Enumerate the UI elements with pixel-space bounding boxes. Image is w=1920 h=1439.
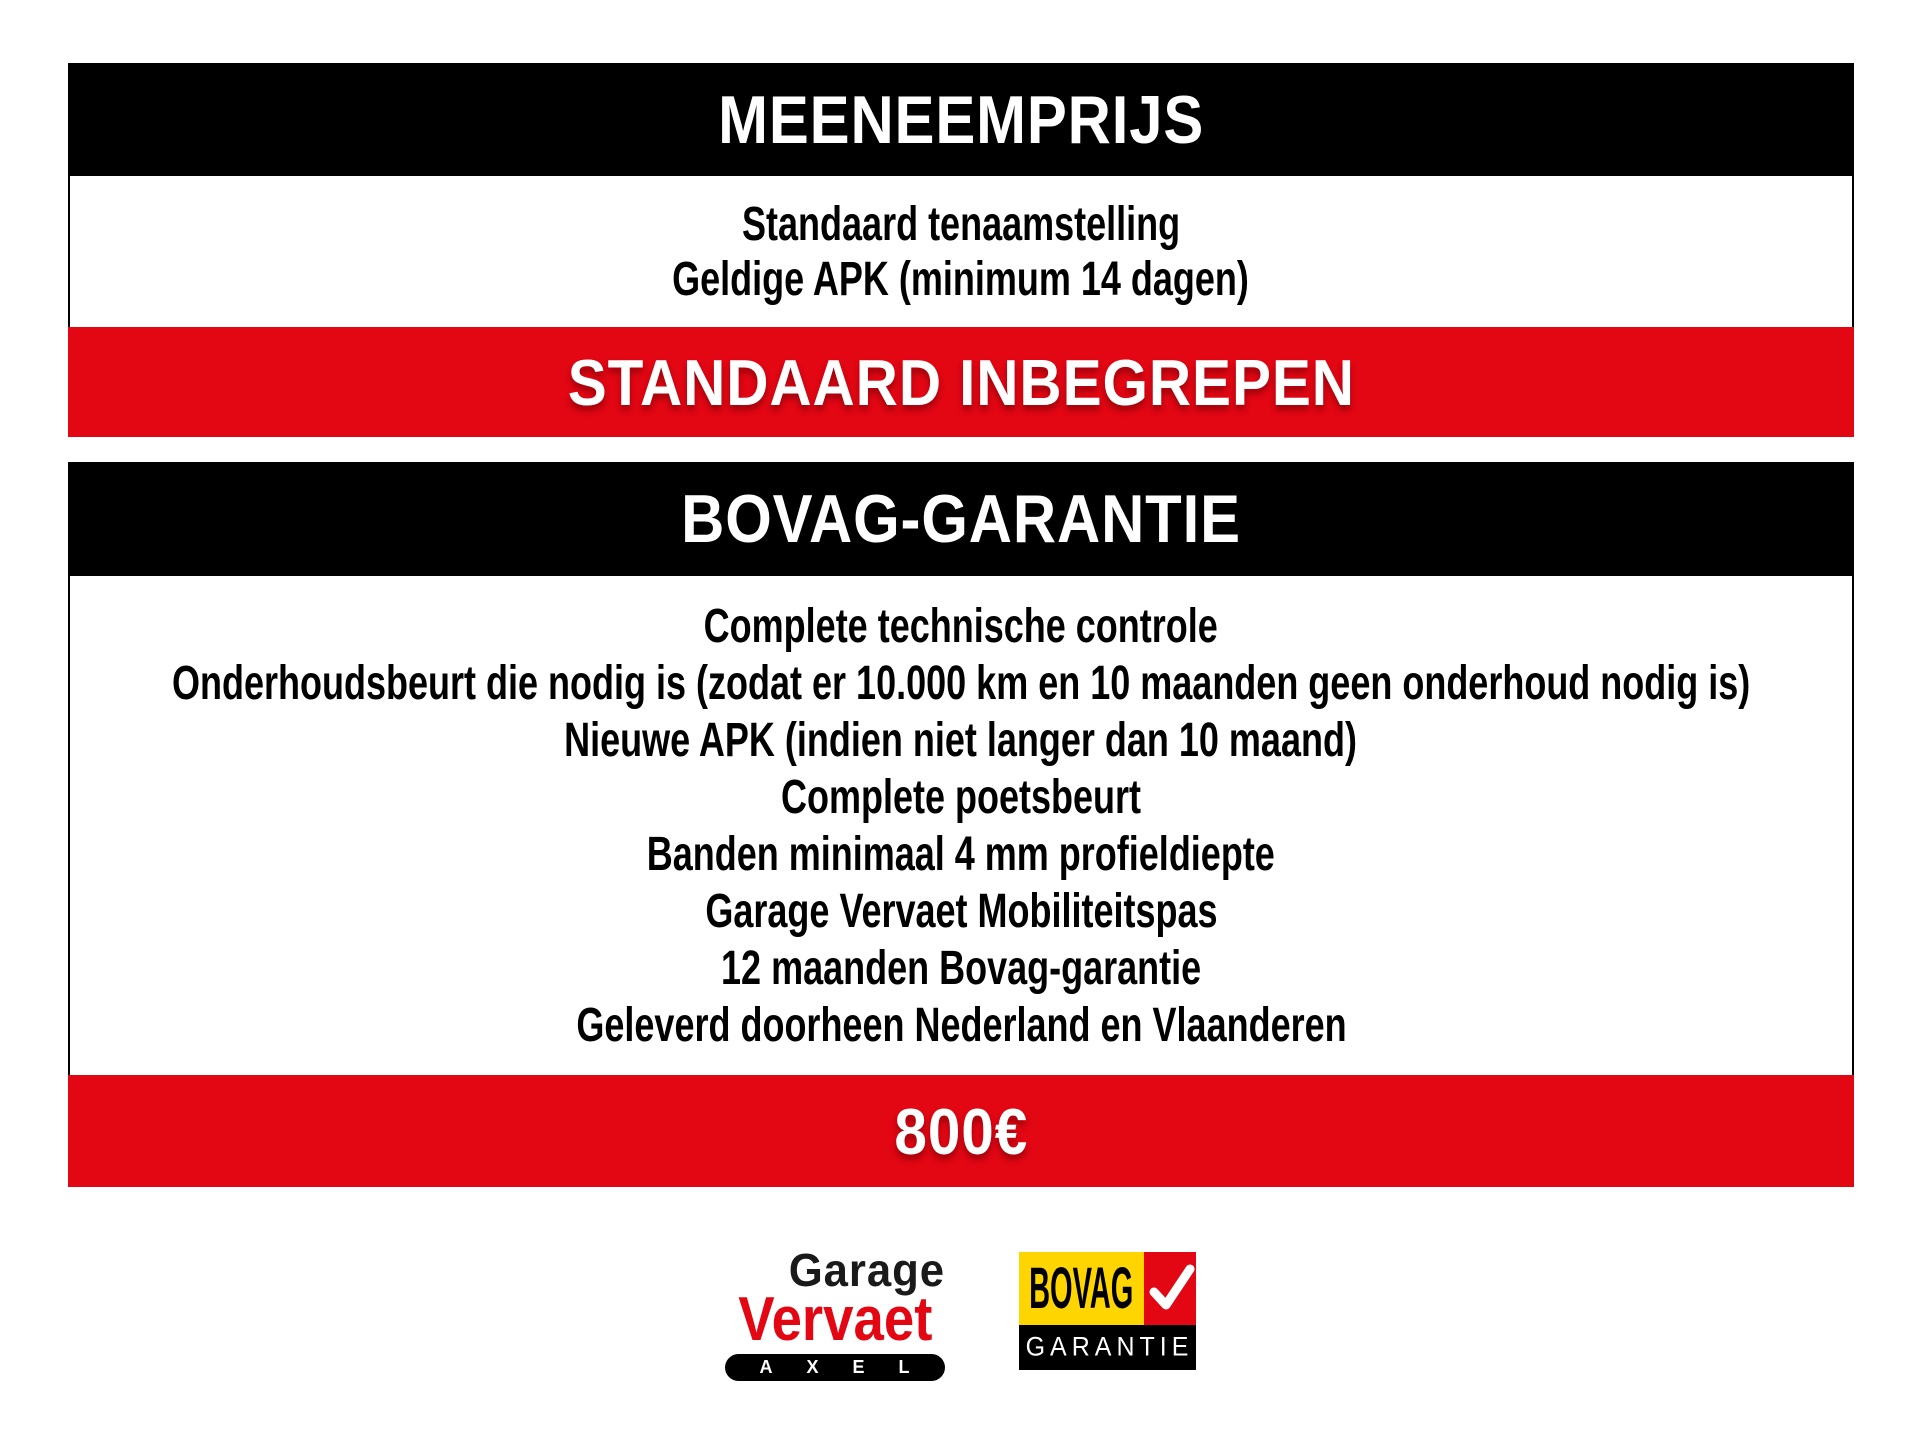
garage-vervaet-logo — [725, 1244, 945, 1381]
price-label: 800€ — [894, 1094, 1028, 1168]
condition-line: Standaard tenaamstelling — [741, 197, 1181, 251]
warranty-item: Onderhoudsbeurt die nodig is (zodat er 10.000 km en 10 maanden geen onderhoud nodig is) — [171, 656, 1751, 710]
bovag-garantie-logo — [1019, 1252, 1196, 1370]
garage-wordmark: Garage — [788, 1244, 945, 1296]
warranty-item: 12 maanden Bovag-garantie — [720, 941, 1202, 995]
warranty-item: Garage Vervaet Mobiliteitspas — [704, 884, 1218, 938]
bovag-garantie-band — [1019, 1325, 1196, 1370]
bovag-yellow-panel — [1019, 1252, 1144, 1325]
axel-badge-label: AXEL — [759, 1357, 944, 1377]
standaard-inbegrepen-label: STANDAARD INBEGREPEN — [567, 345, 1355, 419]
meeneemprijs-body — [68, 176, 1854, 327]
bovag-garantie-body — [68, 576, 1854, 1075]
bovag-garantie-title: BOVAG-GARANTIE — [681, 481, 1241, 557]
axel-badge — [725, 1354, 945, 1381]
checkmark-icon — [1144, 1252, 1196, 1325]
meeneemprijs-header-bar — [68, 63, 1854, 176]
warranty-item: Banden minimaal 4 mm profieldiepte — [646, 827, 1276, 881]
footer-logos — [0, 1244, 1920, 1381]
price-banner — [68, 1075, 1854, 1187]
warranty-item: Geleverd doorheen Nederland en Vlaanderen — [575, 998, 1347, 1052]
condition-line: Geldige APK (minimum 14 dagen) — [672, 252, 1250, 306]
bovag-wordmark: BOVAG — [1028, 1256, 1134, 1321]
standaard-inbegrepen-banner — [68, 327, 1854, 437]
bovag-check-panel — [1144, 1252, 1196, 1325]
bovag-garantie-header-bar — [68, 462, 1854, 576]
meeneemprijs-title: MEENEEMPRIJS — [717, 81, 1205, 158]
warranty-item: Complete poetsbeurt — [780, 770, 1142, 824]
vervaet-wordmark: Vervaet — [737, 1285, 932, 1354]
warranty-item: Complete technische controle — [703, 599, 1219, 653]
warranty-item: Nieuwe APK (indien niet langer dan 10 maand) — [564, 713, 1358, 767]
garantie-wordmark: GARANTIE — [1025, 1331, 1194, 1363]
